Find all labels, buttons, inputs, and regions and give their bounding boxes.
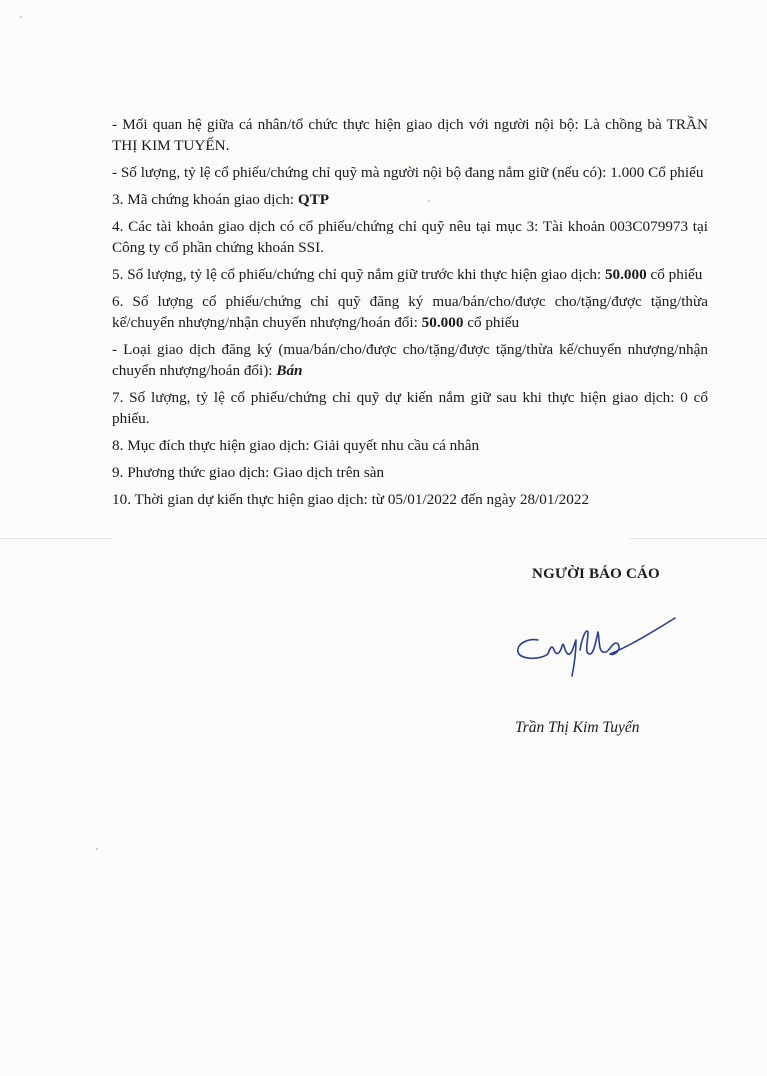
- text-segment: 5. Số lượng, tỷ lệ cổ phiếu/chứng chỉ quỹ nắm giữ trước khi thực hiện giao dịch:: [112, 266, 605, 283]
- text-segment: 3. Mã chứng khoán giao dịch:: [112, 191, 298, 208]
- text-segment: 9. Phương thức giao dịch: Giao dịch trên sàn: [112, 464, 385, 481]
- document-body: [112, 114, 708, 516]
- text-segment: cổ phiếu: [463, 314, 520, 331]
- text-segment: - Loại giao dịch đăng ký (mua/bán/cho/được cho/tặng/được tặng/thừa kế/chuyển nhượng/nhận chuyển nhượng/hoán đổi):: [112, 341, 708, 379]
- text-segment: 7. Số lượng, tỷ lệ cổ phiếu/chứng chỉ quỹ dự kiến nắm giữ sau khi thực hiện giao dịch: 0 cổ phiếu.: [112, 389, 708, 427]
- text-segment: - Số lượng, tỷ lệ cổ phiếu/chứng chỉ quỹ mà người nội bộ đang nắm giữ (nếu có): 1.000 Cổ phiếu: [112, 164, 704, 181]
- scan-artifact-line: [630, 538, 767, 539]
- paragraph-period: [112, 489, 708, 510]
- text-segment: Bán: [276, 362, 303, 379]
- paragraph-holding-after: [112, 387, 708, 429]
- text-segment: 8. Mục đích thực hiện giao dịch: Giải quyết nhu cầu cá nhân: [112, 437, 480, 454]
- signer-name: Trần Thị Kim Tuyến: [515, 719, 640, 736]
- paragraph-insider-holding: [112, 162, 708, 183]
- paragraph-registered-qty: [112, 291, 708, 333]
- paragraph-ticker: [112, 189, 708, 210]
- signer-block: [455, 566, 705, 583]
- paragraph-holding-before: [112, 264, 708, 285]
- text-segment: 50.000: [421, 314, 464, 331]
- scan-speck: [96, 848, 98, 850]
- handwritten-signature: [510, 610, 680, 680]
- text-segment: - Mối quan hệ giữa cá nhân/tổ chức thực hiện giao dịch với người nội bộ: Là chồng bà TRẦN THỊ KIM TUYẾN.: [112, 116, 708, 154]
- text-segment: 6. Số lượng cổ phiếu/chứng chỉ quỹ đăng ký mua/bán/cho/được cho/tặng/được tặng/thừa kế/chuyển nhượng/nhận chuyển nhượng/hoán đổi:: [112, 293, 708, 331]
- text-segment: 50.000: [604, 266, 647, 283]
- paragraph-accounts: [112, 216, 708, 258]
- paragraph-method: [112, 462, 708, 483]
- scan-speck: [20, 16, 22, 18]
- scan-artifact-line: [0, 538, 112, 539]
- paragraph-relationship: [112, 114, 708, 156]
- text-segment: cổ phiếu: [646, 266, 703, 283]
- text-segment: QTP: [297, 191, 330, 208]
- signature-stroke: [518, 618, 675, 676]
- signer-title: NGƯỜI BÁO CÁO: [532, 566, 660, 582]
- text-segment: 10. Thời gian dự kiến thực hiện giao dịch: từ 05/01/2022 đến ngày 28/01/2022: [112, 491, 590, 508]
- paragraph-transaction-type: [112, 339, 708, 381]
- paragraph-purpose: [112, 435, 708, 456]
- text-segment: 4. Các tài khoản giao dịch có cổ phiếu/chứng chỉ quỹ nêu tại mục 3: Tài khoản 003C079973 tại Công ty cổ phần chứng khoán SSI.: [112, 218, 708, 256]
